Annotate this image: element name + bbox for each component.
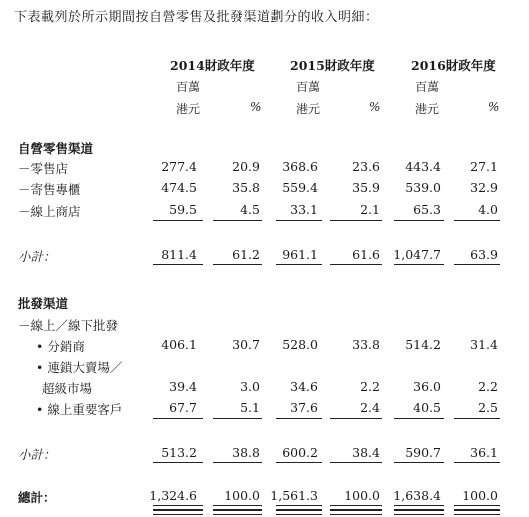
underline-rule: [213, 220, 262, 221]
underline-rule: [153, 264, 203, 265]
section-heading: 批發渠道: [18, 296, 69, 311]
amount-cell: 1,561.3: [270, 488, 318, 503]
percent-cell: 100.0: [344, 488, 380, 503]
percent-cell: 27.1: [470, 159, 498, 174]
row-label: 小計：: [18, 447, 56, 462]
percent-cell: 30.7: [232, 337, 260, 352]
year-header-2016: 2016財政年度: [411, 58, 496, 73]
percent-label: %: [369, 100, 381, 114]
amount-cell: 513.2: [161, 445, 197, 460]
percent-label: %: [250, 100, 262, 114]
amount-cell: 1,047.7: [393, 247, 441, 262]
underline-rule: [454, 418, 500, 419]
underline-rule: [394, 220, 444, 221]
percent-cell: 35.9: [352, 180, 380, 195]
amount-cell: 37.6: [290, 400, 318, 415]
row-label: －線上／線下批發: [18, 318, 119, 333]
percent-cell: 4.0: [478, 202, 498, 217]
percent-cell: 36.1: [470, 445, 498, 460]
amount-cell: 34.6: [290, 379, 318, 394]
underline-rule: [276, 462, 322, 463]
year-header-2014: 2014財政年度: [170, 58, 255, 73]
double-rule: [394, 510, 444, 515]
percent-cell: 2.4: [360, 400, 380, 415]
amount-cell: 368.6: [282, 159, 318, 174]
amount-cell: 961.1: [282, 247, 318, 262]
underline-rule: [454, 264, 500, 265]
underline-rule: [213, 264, 262, 265]
amount-cell: 474.5: [161, 180, 197, 195]
unit-label: 港元: [296, 102, 321, 116]
year-header-2015: 2015財政年度: [290, 58, 375, 73]
amount-cell: 443.4: [405, 159, 441, 174]
row-label: －零售店: [18, 161, 69, 176]
underline-rule: [276, 264, 322, 265]
double-rule: [276, 510, 322, 515]
percent-cell: 5.1: [240, 400, 260, 415]
percent-cell: 20.9: [232, 159, 260, 174]
unit-label: 百萬: [415, 80, 440, 94]
row-label: 超級市場: [42, 381, 93, 396]
percent-cell: 32.9: [470, 180, 498, 195]
underline-rule: [330, 220, 382, 221]
underline-rule: [330, 418, 382, 419]
unit-label: 港元: [415, 102, 440, 116]
percent-cell: 35.8: [232, 180, 260, 195]
row-label: • 線上重要客戶: [36, 402, 123, 417]
unit-label: 百萬: [296, 80, 321, 94]
percent-cell: 2.2: [360, 379, 380, 394]
underline-rule: [153, 418, 203, 419]
percent-cell: 31.4: [470, 337, 498, 352]
row-label: －線上商店: [18, 204, 81, 219]
underline-rule: [394, 264, 444, 265]
double-rule: [330, 510, 382, 515]
percent-cell: 38.4: [352, 445, 380, 460]
percent-cell: 38.8: [232, 445, 260, 460]
percent-label: %: [488, 100, 500, 114]
percent-cell: 2.2: [478, 379, 498, 394]
amount-cell: 1,324.6: [149, 488, 197, 503]
unit-label: 港元: [176, 102, 201, 116]
unit-label: 百萬: [176, 80, 201, 94]
double-rule: [454, 510, 500, 515]
amount-cell: 40.5: [413, 400, 441, 415]
percent-cell: 3.0: [240, 379, 260, 394]
row-label: 小計：: [18, 249, 56, 264]
amount-cell: 514.2: [405, 337, 441, 352]
underline-rule: [153, 220, 203, 221]
underline-rule: [454, 462, 500, 463]
underline-rule: [276, 418, 322, 419]
percent-cell: 23.6: [352, 159, 380, 174]
percent-cell: 63.9: [470, 247, 498, 262]
underline-rule: [330, 264, 382, 265]
double-rule: [153, 510, 203, 515]
amount-cell: 539.0: [405, 180, 441, 195]
underline-rule: [153, 462, 203, 463]
row-label: －寄售專櫃: [18, 182, 81, 197]
amount-cell: 59.5: [169, 202, 197, 217]
amount-cell: 65.3: [413, 202, 441, 217]
underline-rule: [394, 462, 444, 463]
amount-cell: 590.7: [405, 445, 441, 460]
amount-cell: 811.4: [161, 247, 197, 262]
row-label: • 連鎖大賣場／: [36, 360, 123, 375]
percent-cell: 61.2: [232, 247, 260, 262]
underline-rule: [330, 462, 382, 463]
percent-cell: 2.5: [478, 400, 498, 415]
double-rule: [213, 510, 262, 515]
section-heading: 自營零售渠道: [18, 141, 94, 156]
percent-cell: 100.0: [462, 488, 498, 503]
amount-cell: 528.0: [282, 337, 318, 352]
amount-cell: 1,638.4: [393, 488, 441, 503]
percent-cell: 33.8: [352, 337, 380, 352]
row-label: • 分銷商: [36, 339, 85, 354]
intro-text: 下表載列於所示期間按自營零售及批發渠道劃分的收入明細：: [14, 10, 379, 25]
underline-rule: [394, 418, 444, 419]
underline-rule: [454, 220, 500, 221]
amount-cell: 33.1: [290, 202, 318, 217]
percent-cell: 61.6: [352, 247, 380, 262]
row-label: 總計：: [18, 490, 56, 505]
underline-rule: [213, 462, 262, 463]
underline-rule: [213, 418, 262, 419]
amount-cell: 559.4: [282, 180, 318, 195]
percent-cell: 2.1: [360, 202, 380, 217]
percent-cell: 100.0: [224, 488, 260, 503]
amount-cell: 67.7: [169, 400, 197, 415]
amount-cell: 406.1: [161, 337, 197, 352]
underline-rule: [276, 220, 322, 221]
amount-cell: 36.0: [413, 379, 441, 394]
amount-cell: 277.4: [161, 159, 197, 174]
percent-cell: 4.5: [240, 202, 260, 217]
amount-cell: 600.2: [282, 445, 318, 460]
amount-cell: 39.4: [169, 379, 197, 394]
